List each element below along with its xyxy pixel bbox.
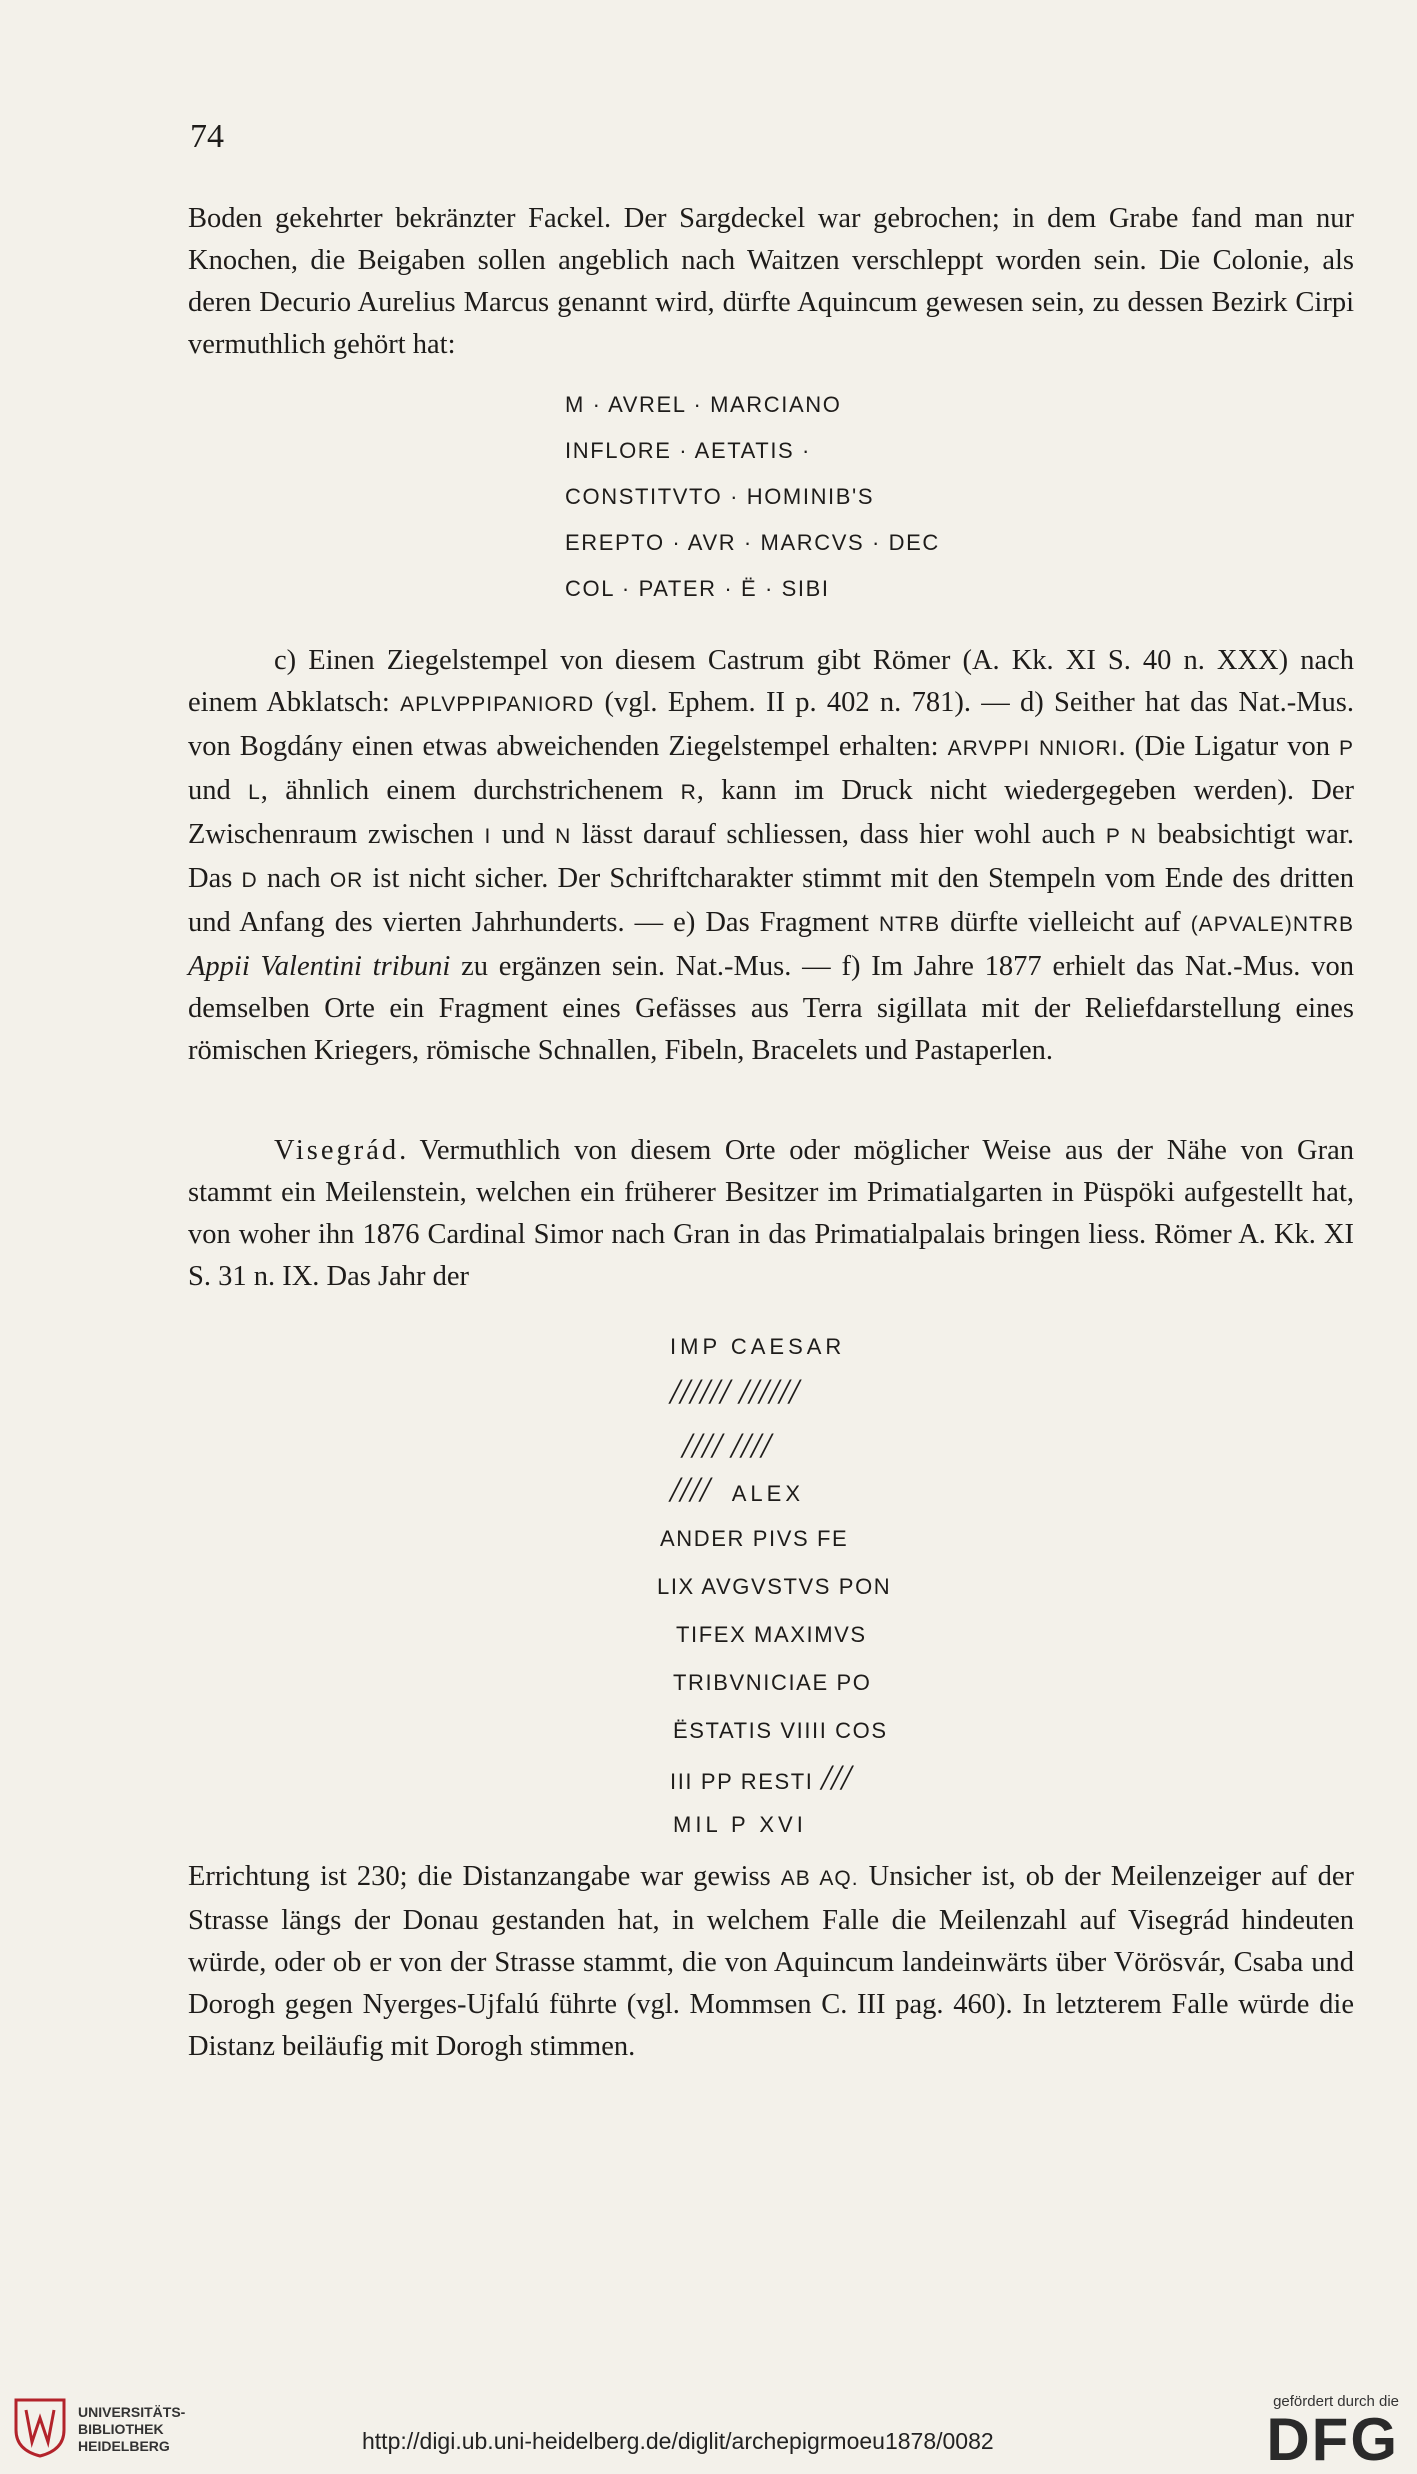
inscription-1-line-5: COL · PATER · Ë · SIBI	[565, 576, 830, 601]
inscription-2-line-5: ANDER PIVS FE	[660, 1526, 849, 1551]
inscription-2-line-4-text: ALEX	[731, 1481, 804, 1506]
library-name-line-2: BIBLIOTHEK	[78, 2421, 164, 2437]
library-name-line-3: HEIDELBERG	[78, 2438, 170, 2454]
paragraph-2-text-1: c) Einen Ziegelstempel von diesem Castrum gibt Römer (A. Kk. XI S. 40 n. XXX) nach einem Abklatsch:	[188, 645, 1354, 718]
footer-url-link[interactable]: http://digi.ub.uni-heidelberg.de/diglit/archepigrmoeu1878/0082	[362, 2428, 994, 2454]
fragment-apvale-ntrb: (APVALE)NTRB	[1190, 913, 1354, 936]
dfg-logo[interactable]	[1266, 2393, 1399, 2473]
paragraph-1-text: Boden gekehrter bekränzter Fackel. Der Sargdeckel war gebrochen; in dem Grabe fand man nur Knochen, die Beigaben sollen angeblich nach Waitzen verschleppt worden sein. Die Colonie, als deren Decurio Aurelius Marcus genannt wird, dürfte Aquincum gewesen sein, zu dessen Bezirk Cirpi vermuthlich gehört hat:	[188, 203, 1354, 360]
inscription-1-line-1: M · AVREL · MARCIANO	[565, 392, 842, 417]
letter-n: N	[555, 825, 572, 848]
inscription-2-line-10-hatch: ///	[821, 1757, 852, 1797]
inscription-1-line-2: INFLORE · AETATIS ·	[565, 438, 811, 463]
inscription-2-line-6: LIX AVGVSTVS PON	[657, 1574, 892, 1599]
inscription-2-line-9: ËSTATIS VIIII COS	[673, 1718, 888, 1743]
library-name-line-1: UNIVERSITÄTS-	[78, 2404, 186, 2420]
paragraph-2-text-12: dürfte vielleicht auf	[940, 907, 1191, 938]
paragraph-2-text-6: , kann im Druck nicht wiedergegeben werden). Der Zwischenraum zwischen	[188, 775, 1354, 850]
inscription-2-line-8: TRIBVNICIAE PO	[673, 1670, 872, 1695]
paragraph-3-text: . Vermuthlich von diesem Orte oder möglicher Weise aus der Nähe von Gran stammt ein Meilenstein, welchen ein früherer Besitzer im Primatialgarten in Püspöki aufgestellt hat, von woher ihn 1876 Cardinal Simor nach Gran in das Primatialpalais bringen liess. Römer A. Kk. XI S. 31 n. IX. Das Jahr der	[188, 1135, 1354, 1292]
inscription-2-line-2: ////// //////	[670, 1371, 800, 1411]
letter-p: P	[1339, 737, 1355, 760]
paragraph-2	[188, 640, 1354, 1072]
library-name	[78, 2404, 185, 2455]
paragraph-4	[188, 1856, 1354, 2068]
distance-abbreviation: AB AQ.	[780, 1867, 859, 1890]
inscription-2-line-3: //// ////	[682, 1425, 772, 1465]
letter-d: D	[241, 869, 258, 892]
letter-i: I	[484, 825, 492, 848]
paragraph-2-text-3: . (Die Ligatur von	[1118, 731, 1339, 762]
stamp-text-2: ARVPPI NNIORI	[947, 737, 1119, 760]
letter-l: L	[248, 781, 261, 804]
paragraph-2-text-2: (vgl. Ephem. II p. 402 n. 781). — d) Seither hat das Nat.-Mus. von Bogdány einen etwas abweichenden Ziegelstempel erhalten:	[188, 687, 1354, 762]
inscription-2-line-10	[670, 1756, 851, 1798]
inscription-1-line-3: CONSTITVTO · HOMINIB'S	[565, 484, 875, 509]
place-name: Visegrád	[274, 1135, 400, 1166]
heidelberg-shield-icon	[12, 2398, 68, 2458]
paragraph-2-text-13: zu ergänzen sein. Nat.-Mus. — f) Im Jahre 1877 erhielt das Nat.-Mus. von demselben Orte ein Fragment eines Gefässes aus Terra sigillata mit der Reliefdarstellung eines römischen Kriegers, römische Schnallen, Fibeln, Bracelets und Pastaperlen.	[188, 951, 1354, 1066]
paragraph-2-text-5: , ähnlich einem durchstrichenem	[260, 775, 681, 806]
inscription-2-line-11: MIL P XVI	[673, 1812, 807, 1837]
fragment-ntrb: NTRB	[878, 913, 941, 936]
paragraph-2-text-4: und	[188, 775, 249, 806]
inscription-2-line-10-text: III PP RESTI	[670, 1769, 814, 1794]
letters-or: OR	[329, 869, 364, 892]
stamp-text-1: APLVPPIPANIORD	[400, 693, 595, 716]
paragraph-4-text-1: Errichtung ist 230; die Distanzangabe war gewiss	[188, 1861, 781, 1892]
paragraph-2-text-11: ist nicht sicher. Der Schriftcharakter stimmt mit den Stempeln vom Ende des dritten und Anfang des vierten Jahrhunderts. — e) Das Fragment	[188, 863, 1354, 938]
page-number: 74	[190, 118, 224, 155]
inscription-2-line-7: TIFEX MAXIMVS	[676, 1622, 867, 1647]
inscription-1-line-4: EREPTO · AVR · MARCVS · DEC	[565, 530, 940, 555]
paragraph-2-text-10: nach	[257, 863, 330, 894]
sponsor-text: gefördert durch die	[1273, 2393, 1399, 2410]
paragraph-2-text-7: und	[491, 819, 556, 850]
paragraph-2-text-8: lässt darauf schliessen, dass hier wohl auch	[571, 819, 1106, 850]
paragraph-4-text-2: Unsicher ist, ob der Meilenzeiger auf der Strasse längs der Donau gestanden hat, in welchem Falle die Meilenzahl auf Visegrád hindeuten würde, oder ob er von der Strasse stammt, die von Aquincum landeinwärts über Vörösvár, Csaba und Dorogh gegen Nyerges-Ujfalú führte (vgl. Mommsen C. III pag. 460). In letzterem Falle würde die Distanz beiläufig mit Dorogh stimmen.	[188, 1861, 1354, 2062]
dfg-wordmark: DFG	[1266, 2406, 1399, 2473]
inscription-2-line-4	[670, 1468, 804, 1510]
paragraph-1	[188, 198, 1354, 366]
paragraph-2-text-9: beabsichtigt war. Das	[188, 819, 1355, 894]
inscription-2-line-1: IMP CAESAR	[670, 1334, 846, 1359]
inscription-2-line-4-hatch: ////	[670, 1469, 711, 1509]
letter-r: R	[680, 781, 697, 804]
latin-phrase: Appii Valentini tribuni	[188, 951, 451, 982]
letters-pn: P N	[1105, 825, 1147, 848]
paragraph-3	[188, 1130, 1354, 1298]
